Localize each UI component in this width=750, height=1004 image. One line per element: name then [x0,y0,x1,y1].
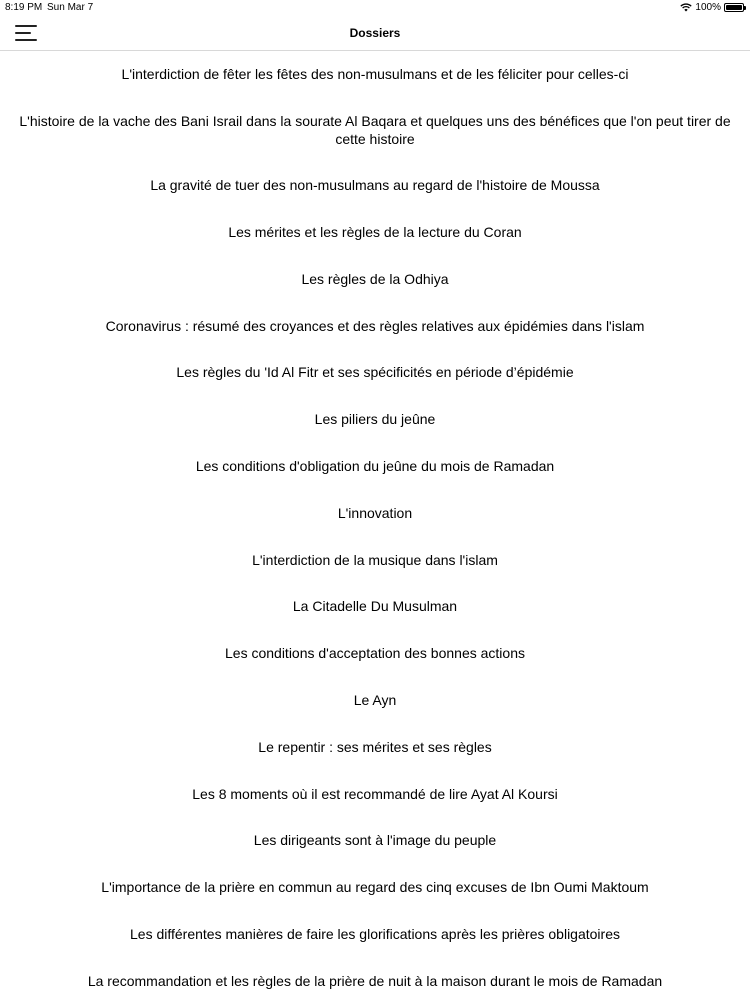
status-bar [0,0,750,16]
list-item[interactable]: Les mérites et les règles de la lecture du Coran [228,223,522,240]
list-item[interactable]: Le Ayn [353,691,397,708]
list-item[interactable]: Les 8 moments où il est recommandé de lire Ayat Al Koursi [192,785,558,802]
list-item[interactable]: Les différentes manières de faire les glorifications après les prières obligatoires [130,925,620,942]
status-indicators [680,2,744,13]
wifi-icon [680,3,692,12]
list-item[interactable]: L'importance de la prière en commun au regard des cinq excuses de Ibn Oumi Maktoum [101,879,649,896]
list-item[interactable]: L'interdiction de fêter les fêtes des non-musulmans et de les féliciter pour celles-ci [121,66,629,83]
list-item[interactable]: Les conditions d'acceptation des bonnes actions [225,645,525,662]
battery-level-fill [726,5,742,10]
list-item[interactable]: Les conditions d'obligation du jeûne du mois de Ramadan [195,457,555,474]
list-item[interactable]: L'histoire de la vache des Bani Israil dans la sourate Al Baqara et quelques uns des bénéfices que l'on peut tirer de cette histoire [19,112,731,147]
list-item[interactable]: La Citadelle Du Musulman [292,598,458,615]
battery-icon [724,3,744,12]
battery-percent: 100% [695,2,721,13]
list-item[interactable]: L'interdiction de la musique dans l'islam [252,551,498,568]
list-item[interactable]: Le repentir : ses mérites et ses règles [258,738,492,755]
list-item[interactable]: Les dirigeants sont à l'image du peuple [253,832,497,849]
dossiers-list [0,51,750,1004]
page-title: Dossiers [349,26,401,40]
list-item[interactable]: L'innovation [337,504,413,521]
list-item[interactable]: Les piliers du jeûne [314,411,436,428]
status-time: 8:19 PM [5,2,43,13]
list-item[interactable]: La recommandation et les règles de la prière de nuit à la maison durant le mois de Ramadan [87,972,663,989]
navigation-bar [0,16,750,51]
list-item[interactable]: La gravité de tuer des non-musulmans au regard de l'histoire de Moussa [150,177,600,194]
list-item[interactable]: Les règles du 'Id Al Fitr et ses spécificités en période d’épidémie [176,364,574,381]
list-item[interactable]: Les règles de la Odhiya [301,270,449,287]
status-date: Sun Mar 7 [47,2,94,13]
list-item[interactable]: Coronavirus : résumé des croyances et des règles relatives aux épidémies dans l'islam [105,317,645,334]
